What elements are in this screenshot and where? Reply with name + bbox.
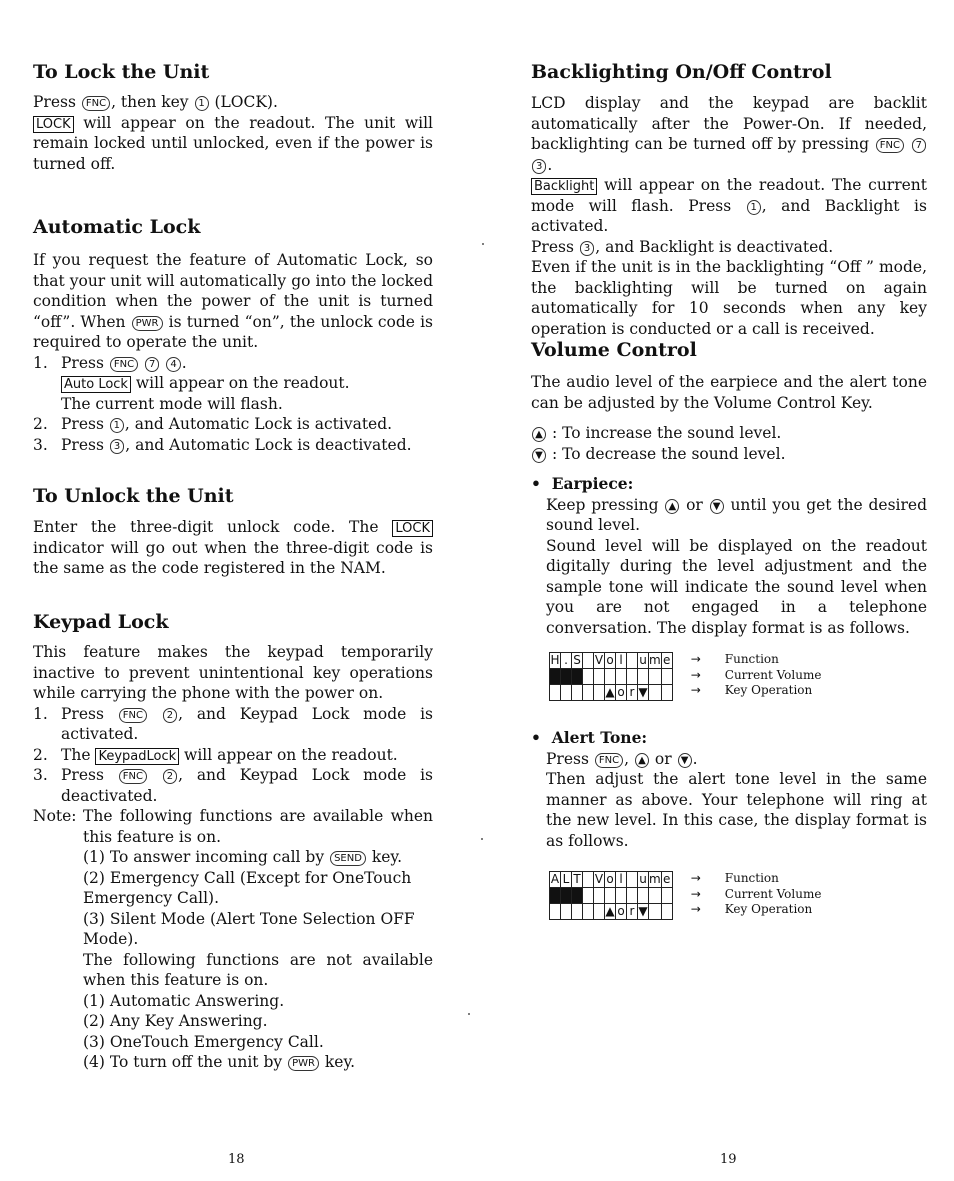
fnc-key-icon: FNC [876,138,904,153]
lcd-cell: r [627,685,638,701]
alert-tone-section: • Alert Tone: Press FNC , ▲ or ▼ . Then adjust the alert tone level in the same manner as above. Your telephone will ring at the new level. In this case, the display format is as follows. [531,728,927,850]
lcd-cell: T [573,872,581,886]
lcd-cell: L [561,872,572,888]
lcd-cell: l [616,653,627,669]
volume-down-icon: ▼ [532,448,546,463]
lcd-cell [649,685,662,701]
lcd-cell [594,685,605,701]
lcd-cell [616,888,627,904]
lcd-cell [627,669,638,685]
lcd-row [550,669,673,685]
lcd-cell [561,669,572,685]
keypad-lock-heading: Keypad Lock [33,611,169,633]
lcd-cell: ▼ [638,904,648,918]
earpiece-lcd-diagram: H . S V o l u m e ▲ o r ▼ → → → Function Current Volume Key Operation [550,652,822,699]
arrow-right-icon: → [690,667,701,682]
key-2-icon: 2 [163,769,177,784]
lcd-cell [550,685,561,701]
lcd-cell [638,888,649,904]
scan-speck [481,838,483,840]
arrow-right-icon: → [690,652,701,666]
lcd-cell [583,685,594,701]
lock-unit-section: Press FNC , then key 1 (LOCK). LOCK will appear on the readout. The unit will remain locked until unlocked, even if the power is turned off. [33,93,433,173]
lcd-display [549,652,673,701]
lcd-cell [661,904,672,920]
lcd-cell: m [649,653,661,667]
lcd-cell [661,888,672,904]
volume-up-icon: ▲ [532,427,546,442]
fnc-key-icon: FNC [119,769,147,784]
lcd-cell: o [606,872,614,886]
lcd-cell: e [663,872,671,886]
lcd-row [550,888,673,904]
lcd-cell [583,669,594,685]
lcd-cell: u [639,872,647,886]
lcd-row [550,872,673,888]
lcd-cell [661,685,672,701]
volume-control-section: The audio level of the earpiece and the alert tone can be adjusted by the Volume Control Key. ▲ : To increase the sound level. ▼ : To decrease the sound level. [531,373,927,463]
lcd-cell: r [627,904,638,920]
lcd-cell [550,669,561,685]
lcd-cell [561,888,572,904]
lcd-cell: e [663,653,671,667]
key-4-icon: 4 [166,357,180,372]
lcd-cell: A [550,872,560,886]
unlock-unit-heading: To Unlock the Unit [33,485,234,507]
lcd-cell [661,669,672,685]
alert-tone-heading: Alert Tone: [551,728,648,747]
key-1-icon: 1 [195,96,209,111]
lcd-cell: o [617,685,625,699]
lcd-row [550,653,673,669]
list-item: 2. Press 1 , and Automatic Lock is activated. [33,415,393,433]
lcd-cell: m [649,872,661,886]
lcd-cell: ▲ [605,904,615,918]
lcd-cell [627,872,638,888]
lcd-cell: o [606,653,614,667]
fnc-key-icon: FNC [110,357,138,372]
lcd-cell [572,685,583,701]
lcd-cell [616,669,627,685]
earpiece-section: • Earpiece: Keep pressing ▲ or ▼ until you get the desired sound level. Sound level will be displayed on the readout digitally during the level adjustment and the sample tone will indicate the sound level when you are not engaged in a telephone conversation. The display format is as follows. [531,474,927,637]
list-item: 1. Press FNC 7 4 . [33,353,187,372]
volume-down-icon: ▼ [710,499,724,514]
send-key-icon: SEND [330,851,366,866]
lcd-cell: u [639,653,647,667]
lcd-row [550,685,673,701]
key-7-icon: 7 [145,357,159,372]
lcd-cell [572,904,583,920]
note: Note: The following functions are available when this feature is on. [33,807,433,846]
keypad-lock-section: This feature makes the keypad temporarily inactive to prevent unintentional key operations while carrying the phone with the power on. 1. Press FNC 2 , and Keypad Lock mode is activated. 2. The KeypadLock will appear on the readout. 3. Press FNC 2 , and Keypad Lock mode is deactivated. Note: The following functions are available when this feature is on. (1) To answer incoming call by SEND key. (2) Emergency Call (Except for OneTouch Emergency Call). (3) Silent Mode (Alert Tone Selection OFF Mode). The following functions are not available when this feature is on. (1) Automatic Answering. (2) Any Key Answering. (3) OneTouch Emergency Call. (4) To turn off the unit by PWR key. [33,643,434,1071]
lcd-cell [627,888,638,904]
page-number-left: 18 [228,1152,245,1167]
key-3-icon: 3 [110,439,124,454]
lcd-cell [605,888,616,904]
arrow-right-icon: → [690,902,701,916]
lock-indicator-badge: LOCK [392,520,433,537]
automatic-lock-section: If you request the feature of Automatic Lock, so that your unit will automatically go into the locked condition when the power of the unit is turned “off”. When PWR is turned “on”, the unlock code is required to operate the unit. 1. Press FNC 7 4 . Auto Lock will appear on the readout. The current mode will flash. 2. Press 1 , and Automatic Lock is activated. 3. Press 3 , and Automatic Lock is deactivated. [33,251,433,454]
lcd-cell [594,888,605,904]
lcd-cell: H [550,653,560,667]
alert-lcd-diagram: A L T V o l u m e ▲ o r ▼ → → → Function Current Volume Key Operation [550,871,822,918]
fnc-key-icon: FNC [119,708,147,723]
list-item: 3. Press 3 , and Automatic Lock is deactivated. [33,435,412,454]
earpiece-heading: Earpiece: [551,474,634,493]
scan-speck [468,1013,470,1015]
lcd-cell: ▲ [605,685,615,699]
list-item: 3. Press FNC 2 , and Keypad Lock mode is deactivated. [33,766,434,805]
pwr-key-icon: PWR [288,1056,319,1071]
backlighting-heading: Backlighting On/Off Control [531,61,832,83]
key-7-icon: 7 [912,138,926,153]
lcd-cell [594,669,605,685]
fnc-key-icon: FNC [82,96,110,111]
lcd-cell [649,904,662,920]
arrow-right-icon: → [690,886,701,901]
list-item: 1. Press FNC 2 , and Keypad Lock mode is activated. [33,704,434,743]
lcd-cell: V [594,653,604,667]
lcd-cell [583,904,594,920]
key-2-icon: 2 [163,708,177,723]
lcd-cell [583,872,594,888]
lcd-cell [561,904,572,920]
volume-up-icon: ▲ [635,753,649,768]
lcd-cell: l [616,872,627,888]
automatic-lock-heading: Automatic Lock [33,216,201,238]
lcd-cell [649,669,662,685]
lcd-cell [638,669,649,685]
lcd-display [549,871,673,920]
volume-up-icon: ▲ [665,499,679,514]
pwr-key-icon: PWR [132,316,163,331]
lcd-cell [550,904,561,920]
page-number-right: 19 [720,1152,737,1167]
arrow-right-icon: → [690,683,701,697]
lcd-cell: V [594,872,604,886]
fnc-key-icon: FNC [595,753,623,768]
lcd-cell [594,904,605,920]
lcd-cell [572,888,583,904]
key-1-icon: 1 [110,418,124,433]
lcd-cell [583,653,594,669]
lcd-cell: o [617,904,625,918]
key-1-icon: 1 [747,200,761,215]
lcd-row [550,904,673,920]
lock-indicator-badge: LOCK [33,116,74,133]
lcd-cell [572,669,583,685]
unlock-unit-section: Enter the three-digit unlock code. The LOCK indicator will go out when the three-digit code is the same as the code registered in the NAM. [33,518,433,577]
backlighting-section: LCD display and the keypad are backlit automatically after the Power-On. If needed, backlighting can be turned off by pressing FNC 7 3 . Backlight will appear on the readout. The current mode will flash. Press 1 , and Backlight is activated. Press 3 , and Backlight is deactivated. Even if the unit is in the backlighting “Off ” mode, the backlighting will be turned on again automatically for 10 seconds when any key operation is conducted or a call is received. [531,94,927,338]
volume-down-icon: ▼ [678,753,692,768]
key-3-icon: 3 [580,241,594,256]
lcd-cell [561,685,572,701]
lcd-cell: S [573,653,581,667]
lcd-cell: ▼ [638,685,648,699]
key-3-icon: 3 [532,159,546,174]
lcd-cell [583,888,594,904]
lcd-cell [605,669,616,685]
lcd-cell: . [561,653,572,669]
auto-lock-indicator-badge: Auto Lock [61,376,131,393]
lcd-cell [627,653,638,669]
keypad-lock-indicator-badge: KeypadLock [95,748,179,765]
scan-speck [482,243,484,245]
arrow-right-icon: → [690,871,701,885]
lcd-cell [649,888,662,904]
backlight-indicator-badge: Backlight [531,178,597,195]
lcd-cell [550,888,561,904]
volume-control-heading: Volume Control [531,339,697,361]
lock-unit-heading: To Lock the Unit [33,61,210,83]
list-item: 2. The KeypadLock will appear on the readout. [33,745,398,764]
